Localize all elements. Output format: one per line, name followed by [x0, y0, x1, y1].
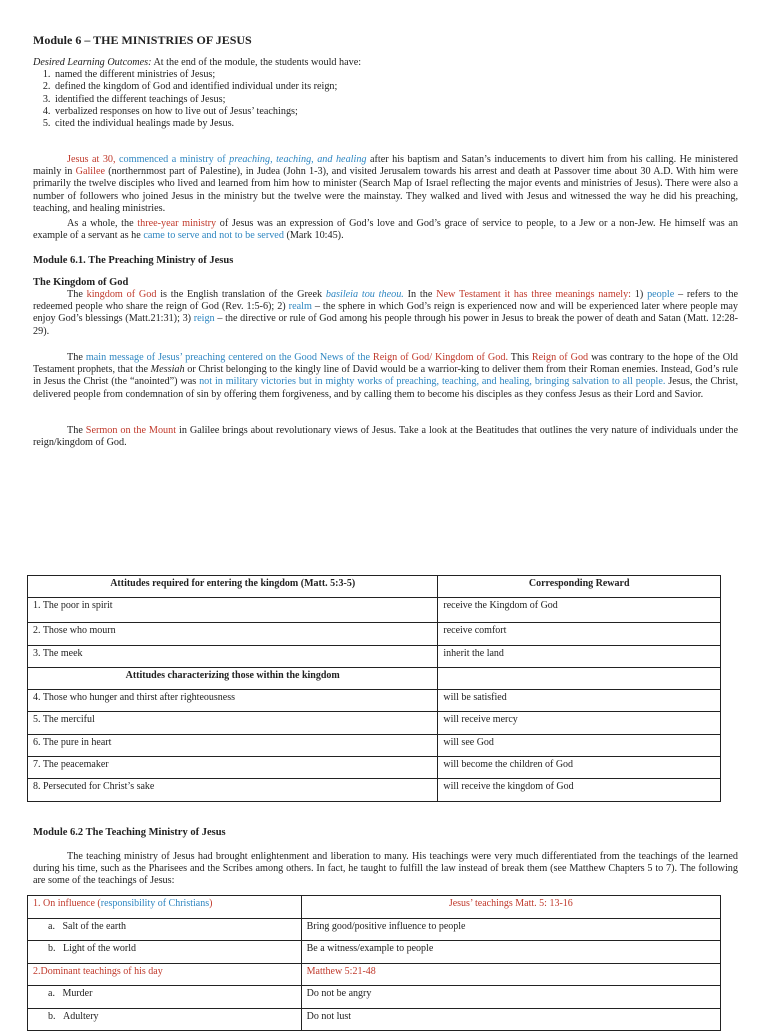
table-row [28, 712, 721, 734]
table-cell: will be satisfied [438, 690, 721, 712]
table-row [28, 757, 721, 779]
italic-term: Messiah [150, 364, 185, 376]
table-cell [438, 667, 721, 689]
paragraph-text: of Jesus was an expression of God’s love and God’s grace of service to people, to a Jew or a non-Jew. He himself was an example of a servant as he [33, 218, 738, 242]
paragraph-text: This [508, 352, 532, 363]
table-cell: Do not be angry [301, 986, 720, 1009]
highlight-red: Jesus at 30, [67, 154, 116, 165]
outcomes-label: Desired Learning Outcomes: [33, 57, 152, 68]
highlight-blue: people [647, 289, 675, 300]
table-cell [28, 986, 302, 1009]
item-marker: a. [48, 988, 55, 999]
paragraph-text: The [67, 289, 87, 300]
table-cell: 1. The poor in spirit [28, 598, 438, 623]
outcomes-list [33, 69, 738, 130]
highlight-blue: realm [288, 301, 312, 313]
table-cell: 4. Those who hunger and thirst after righteousness [28, 690, 438, 712]
outcome-item: 2. defined the kingdom of God and identified individual under its reign; [53, 81, 738, 93]
message-paragraph [33, 352, 738, 401]
paragraph-text: is the English translation of the Greek [156, 289, 326, 300]
table-cell: Do not lust [301, 1008, 720, 1031]
table-row [28, 645, 721, 667]
item-marker: b. [48, 943, 56, 954]
item-text: Murder [62, 988, 93, 999]
paragraph-text: (Mark 10:45). [283, 230, 344, 242]
table-cell: 6. The pure in heart [28, 734, 438, 756]
table-subheader: Attitudes characterizing those within the kingdom [28, 667, 438, 689]
table-row [28, 896, 721, 919]
table-cell: Matthew 5:21-48 [301, 963, 720, 986]
table-row [28, 690, 721, 712]
paragraph-text: after his baptism and Satan’s inducements to divert him from his calling. He ministered mainly in [33, 154, 738, 178]
table-cell: inherit the land [438, 645, 721, 667]
table-cell: will see God [438, 734, 721, 756]
kingdom-paragraph [33, 289, 738, 338]
highlight-blue: reign [193, 313, 215, 325]
highlight-red: Reign of God [531, 352, 589, 363]
beatitudes-table [27, 575, 721, 802]
table-cell [28, 918, 302, 941]
item-text: Adultery [63, 1010, 99, 1022]
table-cell: 3. The meek [28, 645, 438, 667]
paragraph-text: (northernmost part of Palestine), in Judea (John 1-3), and visited Jerusalem towards his arrest and death at Passover time about 30 A.D. With him were primarily the twelve disciples who lived and learned from him how to minister (Search Map of Israel reflecting the major events and ministries of Jesus). There were also a number of followers who joined Jesus in the ministry but the twelve were the mainstay. They walked and lived with Jesus and witnessed the way he did his preaching, teaching, and healing ministries. [33, 166, 738, 214]
paragraph-text: Jesus, the Christ, delivered people from condemnation of sin by offering them forgiveness, and by calling them to become his disciples as they confess Jesus as their Lord and Savior. [33, 376, 738, 400]
table-row [28, 986, 721, 1009]
servant-paragraph [33, 218, 738, 242]
module-title: Module 6 – THE MINISTRIES OF JESUS [33, 33, 252, 47]
paragraph-text: In the [403, 289, 437, 300]
paragraph-text: – the directive or rule of God among his people through his power in Jesus to break the power of death and Satan (Matt. 12:28-29). [33, 313, 738, 337]
outcome-item: 3. identified the different teachings of Jesus; [53, 94, 738, 106]
paragraph-text: – the sphere in which God’s reign is experienced now and will be experienced later where people may enjoy God’s blessings (Matt.21:31); 3) [33, 301, 738, 325]
highlight-blue: basileia tou theou. [325, 289, 404, 300]
paragraph-text: in Galilee brings about revolutionary views of Jesus. Take a look at the Beatitudes that outlines the very nature of individuals under the reign/kingdom of God. [33, 425, 738, 449]
intro-paragraph [33, 154, 738, 215]
table-cell: will receive mercy [438, 712, 721, 734]
table-cell: 8. Persecuted for Christ’s sake [28, 779, 438, 801]
teaching-heading: Module 6.2 The Teaching Ministry of Jesus [33, 827, 226, 838]
table-row [28, 779, 721, 801]
table-row [28, 1008, 721, 1031]
sermon-paragraph [33, 425, 738, 449]
outcome-item: 1. named the different ministries of Jesus; [53, 69, 738, 81]
table-cell: receive comfort [438, 623, 721, 645]
table-row [28, 734, 721, 756]
table-row [28, 963, 721, 986]
highlight-red: kingdom of God [86, 289, 157, 300]
learning-outcomes [33, 57, 738, 130]
item-text: Salt of the earth [62, 920, 127, 932]
highlight-red: ) [209, 898, 213, 909]
highlight-blue: commenced a ministry of [115, 154, 230, 165]
table-header-row [28, 576, 721, 598]
paragraph-text: 1) [631, 289, 648, 300]
paragraph-text: The [67, 352, 86, 363]
highlight-blue: preaching, teaching, and healing [229, 154, 367, 165]
item-marker: a. [48, 920, 55, 932]
table-cell: Jesus’ teachings Matt. 5: 13-16 [301, 896, 720, 919]
outcomes-intro: At the end of the module, the students would have: [151, 57, 362, 68]
outcome-item: 4. verbalized responses on how to live out of Jesus’ teachings; [53, 106, 738, 118]
table-cell: Be a witness/example to people [301, 941, 720, 964]
paragraph-text: The [67, 425, 86, 436]
outcome-item: 5. cited the individual healings made by Jesus. [53, 118, 738, 130]
table-cell: 2. Those who mourn [28, 623, 438, 645]
table-header: Corresponding Reward [438, 576, 721, 598]
highlight-red: Galilee [75, 166, 106, 178]
highlight-red: New Testament it has three meanings namely: [436, 289, 632, 300]
paragraph-text: As a whole, the [67, 218, 138, 229]
highlight-red: Reign of God/ Kingdom of God. [372, 352, 508, 363]
highlight-blue: came to serve and not to be served [143, 230, 284, 242]
teaching-paragraph: The teaching ministry of Jesus had brought enlightenment and liberation to many. His teachings were very much differentiated from the teachings of the learned during his time, such as the Pharisees and the Scribes among others. In fact, he taught to fulfill the law instead of break them (see Matthew Chapters 5 to 7). The following are some of the teachings of Jesus: [33, 851, 738, 887]
paragraph-text: was contrary to the hope of the Old Testament prophets, that the [33, 352, 739, 376]
preaching-heading: Module 6.1. The Preaching Ministry of Jesus [33, 255, 234, 266]
highlight-red: three-year ministry [137, 218, 217, 229]
table-cell: 5. The merciful [28, 712, 438, 734]
table-row [28, 598, 721, 623]
table-subheader-row [28, 667, 721, 689]
table-cell: receive the Kingdom of God [438, 598, 721, 623]
highlight-blue: not in military victories but in mighty works of preaching, teaching, and healing, bringing salvation to all people. [199, 376, 666, 388]
table-cell [28, 941, 302, 964]
item-text: Light of the world [63, 943, 137, 954]
highlight-blue: responsibility of Christians [100, 898, 210, 909]
item-marker: b. [48, 1010, 56, 1022]
table-cell: 7. The peacemaker [28, 757, 438, 779]
table-row [28, 918, 721, 941]
teachings-table [27, 895, 721, 1031]
paragraph-text: – refers to the redeemed people who share the reign of God (Rev. 1:5-6); 2) [33, 289, 738, 313]
highlight-red: Sermon on the Mount [85, 425, 177, 436]
table-row [28, 623, 721, 645]
table-cell: 2.Dominant teachings of his day [28, 963, 302, 986]
paragraph-text: or Christ belonging to the kingly line of David would be a warrior-king to deliver them from their Roman enemies. Instead, God’s rule in Jesus the Christ (the “anointed”) was [33, 364, 738, 388]
highlight-blue: main message of Jesus’ preaching centered on the Good News of the [85, 352, 373, 363]
table-row [28, 941, 721, 964]
table-cell [28, 1008, 302, 1031]
kingdom-heading: The Kingdom of God [33, 277, 129, 288]
table-cell: will become the children of God [438, 757, 721, 779]
highlight-red: 1. On influence ( [33, 898, 101, 909]
table-header: Attitudes required for entering the kingdom (Matt. 5:3-5) [28, 576, 438, 598]
table-cell [28, 896, 302, 919]
table-cell: will receive the kingdom of God [438, 779, 721, 801]
table-cell: Bring good/positive influence to people [301, 918, 720, 941]
